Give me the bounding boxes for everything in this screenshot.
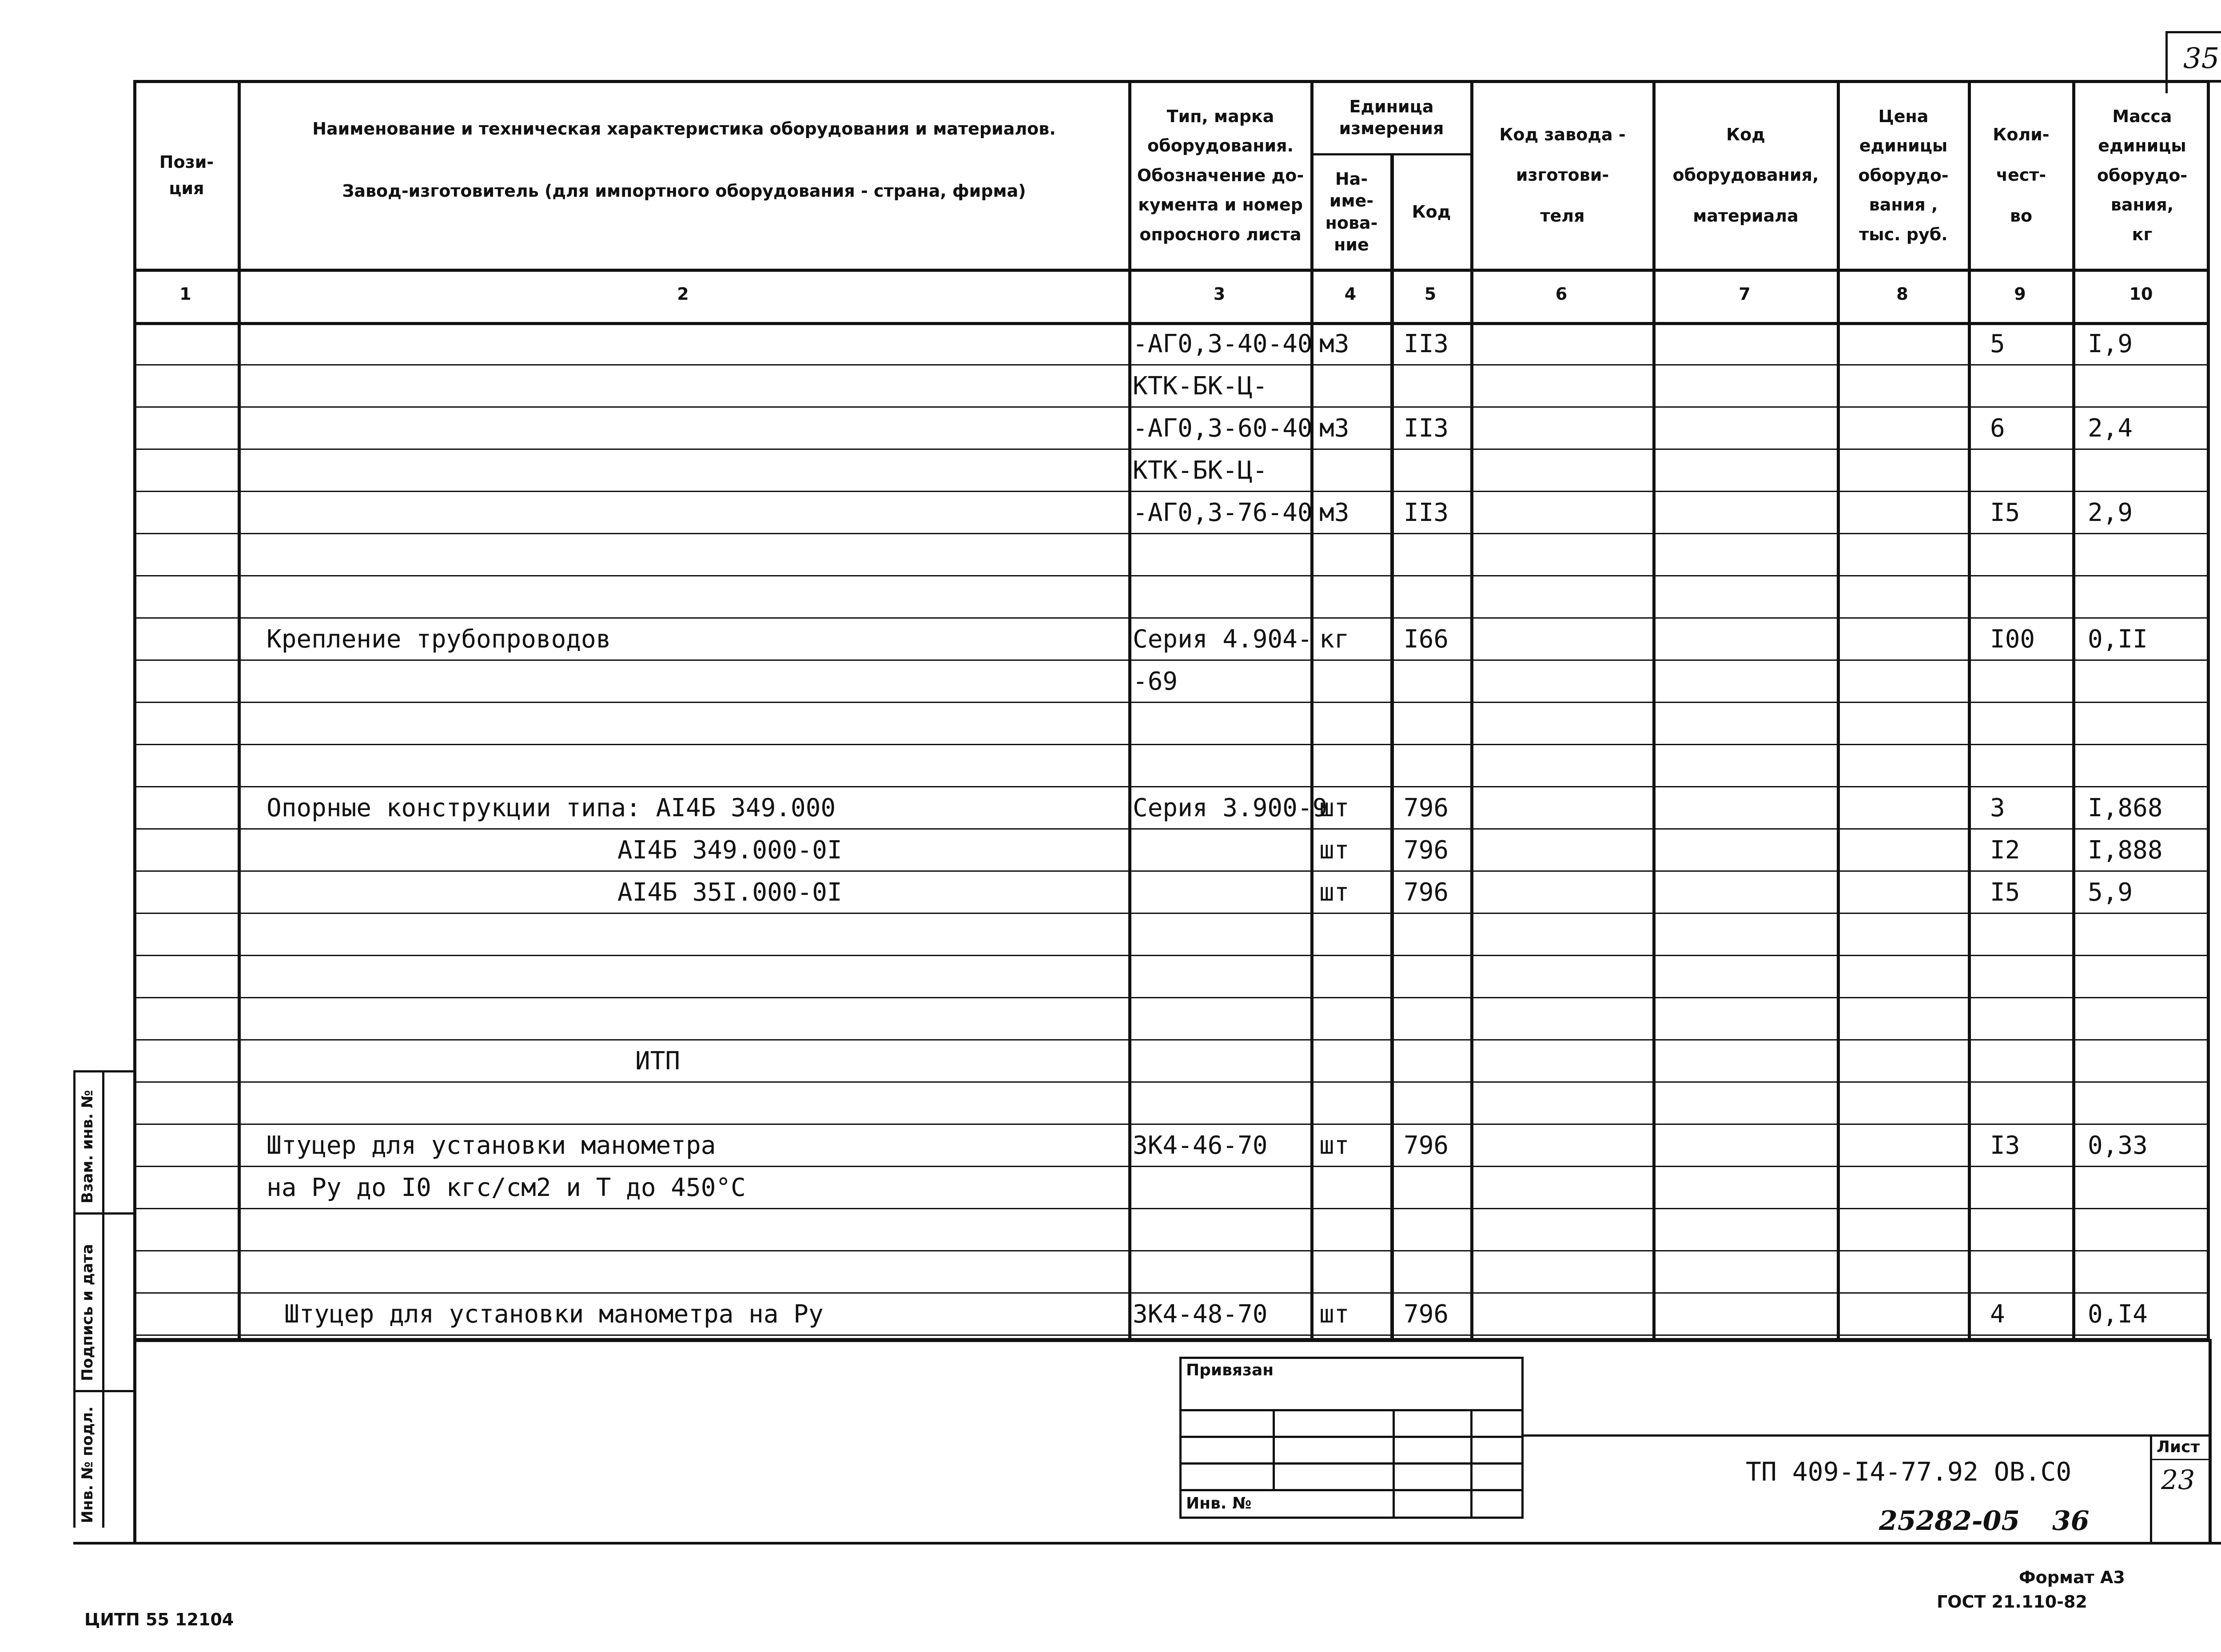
row-mass-cell: 2,4 bbox=[2088, 414, 2133, 443]
row-type-cell: -АГ0,3-40-40 bbox=[1133, 330, 1313, 358]
handwritten-number: 25282-05 bbox=[1879, 1505, 2020, 1537]
colnum-6: 6 bbox=[1555, 284, 1568, 304]
row-divider bbox=[133, 491, 2210, 492]
frame-bottom-line bbox=[73, 1542, 2221, 1545]
list-box-left bbox=[2150, 1434, 2152, 1543]
row-qty-cell: 3 bbox=[1990, 794, 2005, 822]
row-mass-cell: I,9 bbox=[2088, 330, 2133, 358]
header-equipment-code: Код оборудования, материала bbox=[1672, 125, 1819, 226]
handwritten-page: 36 bbox=[2052, 1505, 2090, 1537]
row-divider bbox=[133, 744, 2210, 745]
row-unit-cell: шт bbox=[1319, 1300, 1349, 1329]
header-name-line2: Завод-изготовитель (для импортного оборудования - страна, фирма) bbox=[342, 181, 1026, 201]
row-type-cell: -АГ0,3-60-40 bbox=[1133, 414, 1313, 443]
row-divider bbox=[133, 828, 2210, 830]
row-divider bbox=[133, 997, 2210, 998]
side-stamp-top bbox=[73, 1070, 135, 1072]
row-qty-cell: 5 bbox=[1990, 330, 2005, 358]
side-stamp-div2 bbox=[73, 1390, 135, 1392]
row-divider bbox=[133, 575, 2210, 576]
row-type-cell: -69 bbox=[1133, 667, 1178, 696]
row-name-cell: АI4Б 35I.000-0I bbox=[617, 878, 842, 907]
colnum-8: 8 bbox=[1896, 284, 1908, 304]
list-box-mid bbox=[2150, 1459, 2210, 1460]
header-unit-name: На- име- нова- ние bbox=[1325, 169, 1378, 254]
doc-code-top-line bbox=[1524, 1434, 2210, 1437]
row-mass-cell: I,888 bbox=[2088, 836, 2163, 865]
row-divider bbox=[133, 1208, 2210, 1209]
privyazan-v2 bbox=[1393, 1409, 1395, 1519]
row-type-cell: ЗК4-48-70 bbox=[1133, 1300, 1268, 1329]
colnum-1: 1 bbox=[179, 284, 191, 304]
row-name-cell: АI4Б 349.000-0I bbox=[617, 836, 842, 865]
row-type-cell: КТК-БК-Ц- bbox=[1133, 372, 1268, 401]
privyazan-label: Привязан bbox=[1186, 1361, 1274, 1379]
row-code-cell: 796 bbox=[1404, 1300, 1449, 1329]
row-divider bbox=[133, 659, 2210, 661]
side-stamp-vzam: Взам. инв. № bbox=[79, 1090, 96, 1203]
row-type-cell: Серия 3.900-9 bbox=[1133, 794, 1328, 822]
side-stamp-podpis: Подпись и дата bbox=[79, 1244, 96, 1381]
row-code-cell: 796 bbox=[1404, 1131, 1449, 1160]
privyazan-v1 bbox=[1273, 1409, 1275, 1490]
row-unit-cell: шт bbox=[1319, 794, 1349, 822]
col-line-3 bbox=[1310, 80, 1313, 1341]
row-qty-cell: I2 bbox=[1990, 836, 2020, 865]
row-code-cell: II3 bbox=[1404, 414, 1449, 443]
page-number-handwritten: 35 bbox=[2183, 42, 2220, 75]
row-unit-cell: м3 bbox=[1319, 330, 1349, 358]
privyazan-v3 bbox=[1470, 1409, 1473, 1519]
row-divider bbox=[133, 617, 2210, 619]
row-qty-cell: 4 bbox=[1990, 1300, 2005, 1329]
row-name-cell: Опорные конструкции типа: АI4Б 349.000 bbox=[267, 794, 836, 822]
row-divider bbox=[133, 1292, 2210, 1294]
row-type-cell: Серия 4.904- bbox=[1133, 625, 1313, 654]
row-unit-cell: м3 bbox=[1319, 414, 1349, 443]
row-divider bbox=[133, 786, 2210, 787]
row-code-cell: II3 bbox=[1404, 330, 1449, 358]
colnum-5: 5 bbox=[1424, 284, 1437, 304]
colnum-9: 9 bbox=[2014, 284, 2026, 304]
publisher-label: ЦИТП 55 12104 bbox=[84, 1610, 234, 1629]
side-stamp bbox=[73, 1070, 135, 1528]
row-divider bbox=[133, 1124, 2210, 1125]
row-divider bbox=[133, 364, 2210, 365]
col-line-6 bbox=[1652, 80, 1656, 1341]
side-stamp-left bbox=[73, 1070, 76, 1528]
colnum-2: 2 bbox=[677, 284, 689, 304]
pagebox-top bbox=[2165, 31, 2221, 33]
row-mass-cell: 0,I4 bbox=[2088, 1300, 2148, 1329]
colnum-4: 4 bbox=[1344, 284, 1357, 304]
side-stamp-mid bbox=[102, 1070, 104, 1528]
format-label: Формат А3 bbox=[2019, 1568, 2125, 1587]
list-box-right bbox=[2209, 1339, 2212, 1543]
row-unit-cell: м3 bbox=[1319, 498, 1349, 527]
header-bottom-line bbox=[133, 269, 2210, 272]
list-label: Лист bbox=[2157, 1438, 2200, 1456]
col-line-5 bbox=[1470, 80, 1473, 1341]
row-divider bbox=[133, 1334, 2210, 1336]
row-name-cell: Штуцер для установки манометра на Ру bbox=[284, 1300, 824, 1329]
row-type-cell: КТК-БК-Ц- bbox=[1133, 456, 1268, 485]
inv-no-label: Инв. № bbox=[1186, 1494, 1252, 1513]
header-price: Цена единицы оборудо- вания , тыс. руб. bbox=[1858, 106, 1949, 244]
row-divider bbox=[133, 955, 2210, 956]
row-divider bbox=[133, 1081, 2210, 1083]
row-divider bbox=[133, 1250, 2210, 1251]
row-unit-cell: шт bbox=[1319, 836, 1349, 865]
row-code-cell: II3 bbox=[1404, 498, 1449, 527]
row-code-cell: 796 bbox=[1404, 836, 1449, 865]
row-divider bbox=[133, 870, 2210, 872]
gost-label: ГОСТ 21.110-82 bbox=[1937, 1592, 2087, 1612]
table-body-bottom bbox=[133, 1339, 2210, 1342]
col-line-1 bbox=[238, 80, 241, 1341]
row-mass-cell: 0,33 bbox=[2088, 1131, 2148, 1160]
row-type-cell: ЗК4-46-70 bbox=[1133, 1131, 1268, 1160]
col-line-4 bbox=[1390, 153, 1394, 1341]
row-qty-cell: I5 bbox=[1990, 878, 2020, 907]
row-name-cell: ИТП bbox=[635, 1047, 681, 1076]
row-divider bbox=[133, 1039, 2210, 1040]
row-qty-cell: 6 bbox=[1990, 414, 2005, 443]
row-divider bbox=[133, 913, 2210, 914]
left-border-line bbox=[133, 80, 136, 1543]
header-position: Пози- ция bbox=[159, 152, 214, 198]
row-unit-cell: кг bbox=[1319, 625, 1349, 654]
row-code-cell: 796 bbox=[1404, 794, 1449, 822]
row-qty-cell: I5 bbox=[1990, 498, 2020, 527]
row-divider bbox=[133, 449, 2210, 450]
header-unit-group: Единица измерения bbox=[1339, 96, 1444, 138]
colnum-7: 7 bbox=[1739, 284, 1751, 304]
side-stamp-inv-podl: Инв. № подл. bbox=[79, 1406, 96, 1523]
row-name-cell: Штуцер для установки манометра bbox=[267, 1131, 716, 1160]
row-divider bbox=[133, 406, 2210, 408]
row-divider bbox=[133, 702, 2210, 703]
row-mass-cell: 2,9 bbox=[2088, 498, 2133, 527]
row-qty-cell: I3 bbox=[1990, 1131, 2020, 1160]
row-code-cell: I66 bbox=[1404, 625, 1449, 654]
header-mass: Масса единицы оборудо- вания, кг bbox=[2097, 106, 2188, 244]
row-mass-cell: I,868 bbox=[2088, 794, 2163, 822]
row-qty-cell: I00 bbox=[1990, 625, 2035, 654]
col-line-9 bbox=[2072, 80, 2075, 1341]
list-number: 23 bbox=[2161, 1465, 2195, 1496]
row-mass-cell: 0,II bbox=[2088, 625, 2148, 654]
doc-code: ТП 409-I4-77.92 ОВ.С0 bbox=[1746, 1457, 2072, 1487]
row-code-cell: 796 bbox=[1404, 878, 1449, 907]
row-divider bbox=[133, 533, 2210, 534]
header-factory-code: Код завода - изготови- теля bbox=[1499, 125, 1626, 226]
colnum-bottom-line bbox=[133, 322, 2210, 325]
colnum-3: 3 bbox=[1213, 284, 1226, 304]
side-stamp-div1 bbox=[73, 1212, 135, 1215]
header-unit-code: Код bbox=[1412, 202, 1451, 222]
row-unit-cell: шт bbox=[1319, 1131, 1349, 1160]
row-divider bbox=[133, 1166, 2210, 1167]
colnum-10: 10 bbox=[2129, 284, 2153, 304]
row-name-cell: Крепление трубопроводов bbox=[267, 625, 611, 654]
header-quantity: Коли- чест- во bbox=[1993, 125, 2050, 226]
col-line-7 bbox=[1837, 80, 1840, 1341]
row-name-cell: на Ру до I0 кгс/см2 и Т до 450°С bbox=[267, 1173, 746, 1202]
col-line-2 bbox=[1128, 80, 1131, 1341]
title-block-privyazan bbox=[1179, 1357, 1524, 1519]
header-type: Тип, марка оборудования. Обозначение до- кумента и номер опросного листа bbox=[1137, 106, 1304, 244]
col-line-8 bbox=[1968, 80, 1971, 1341]
row-type-cell: -АГ0,3-76-40 bbox=[1133, 498, 1313, 527]
row-mass-cell: 5,9 bbox=[2088, 878, 2133, 907]
row-unit-cell: шт bbox=[1319, 878, 1349, 907]
header-name-line1: Наименование и техническая характеристика оборудования и материалов. bbox=[312, 119, 1056, 139]
